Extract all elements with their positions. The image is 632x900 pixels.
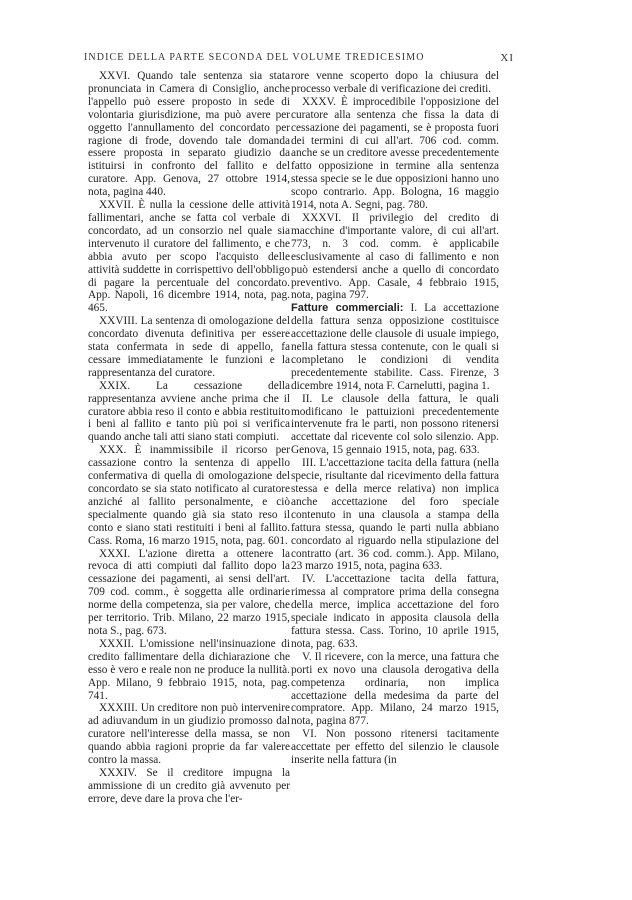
paragraph-continuation: rore venne scoperto dopo la chiusura del processo verbale di verificazione dei crediti. [291,70,499,95]
paragraph: XXVIII. La sentenza di omologazione del concordato divenuta definitiva per essere stata confermata in sede di appello, fa cessare immediatamente le funzioni e la rappresentanza del curatore. [88,315,290,379]
paragraph: XXIX. La cessazione della rappresentanza avviene anche prima che il curatore abbia reso il conto e abbia restituito i beni al fallito e tanto più poi si verifica quando anche tali atti siano stati compiuti. [88,379,290,444]
paragraph: IV. L'accettazione tacita della fattura, rimessa al compratore prima della consegna della merce, implica accettazione del foro speciale indicato in apposita clausola della fattura stessa. Cass. Torino, 10 aprile 1915, nota, pag. 633. [291,573,499,650]
header-title: INDICE DELLA PARTE SECONDA DEL VOLUME TREDICESIMO [84,52,425,63]
paragraph: II. Le clausole della fattura, le quali modificano le pattuizioni precedentemente intervenute fra le parti, non possono ritenersi accettate dal ricevente col solo silenzio. App. Genova, 15 gennaio 1915, nota, pag. 633. [291,392,499,457]
paragraph: XXXIV. Se il creditore impugna la ammissione di un credito già avvenuto per errore, deve dare la prova che l'er- [88,766,290,805]
paragraph: XXXI. L'azione diretta a ottenere la revoca di atti compiuti dal fallito dopo la cessazione dei pagamenti, ai sensi dell'art. 709 cod. comm., è soggetta alle ordinarie norme della competenza, sia per valore, che per territorio. Trib. Milano, 22 marzo 1915, nota S., pag. 673. [88,547,290,637]
right-column [291,70,499,767]
paragraph: XXXVI. Il privilegio del credito di macchine d'importante valore, di cui all'art. 773, n. 3 cod. comm. è applicabile esclusivamente al caso di fallimento e non può estendersi anche a quello di concordato preventivo. App. Casale, 4 febbraio 1915, nota, pagina 797. [291,211,499,302]
running-header [84,52,514,63]
entry-heading: Fatture commerciali: [291,302,404,315]
paragraph: XXVII. È nulla la cessione delle attività fallimentari, anche se fatta col verbale di concordato, ad un consorzio nel quale sia intervenuto il curatore del fallimento, e che abbia avuto per scopo l'acquisto delle attività suddette in corrispettivo dell'obbligo di pagare la percentuale del concordato. App. Napoli, 16 dicembre 1914, nota, pag. 465. [88,199,290,315]
paragraph: XXX. È inammissibile il ricorso per cassazione contro la sentenza di appello confermativa di quella di omologazione del concordato se sia stato notificato al curatore anziché al fallito personalmente, e ciò specialmente quando già sia stato reso il conto e siano stati restituiti i beni al fallito. Cass. Roma, 16 marzo 1915, nota, pag. 601. [88,444,290,547]
paragraph: XXVI. Quando tale sentenza sia stata pronunciata in Camera di Consiglio, anche l'appello può essere proposto in sede di volontaria giurisdizione, ma può avere per oggetto l'annullamento del concordato per ragione di frode, dovendo tale domanda essere proposta in separato giudizio da istituirsi in confronto del fallito e del curatore. App. Genova, 27 ottobre 1914, nota, pagina 440. [88,70,290,199]
paragraph: V. Il ricevere, con la merce, una fattura che porti ex novo una clausola derogativa della competenza ordinaria, non implica accettazione della medesima da parte del compratore. App. Milano, 24 marzo 1915, nota, pagina 877. [291,650,499,728]
paragraph: XXXII. L'omissione nell'insinuazione di credito fallimentare della dichiarazione che esso è vero e reale non ne produce la nullità. App. Milano, 9 febbraio 1915, nota, pag. 741. [88,637,290,702]
page-number: XI [500,52,514,64]
paragraph: XXXV. È improcedibile l'opposizione del curatore alla sentenza che fissa la data di cessazione dei pagamenti, se è proposta fuori dei termini di cui all'art. 706 cod. comm. anche se un creditore avesse precedentemente fatto opposizione in termine alla sentenza stessa specie se le due opposizioni hanno uno scopo contrario. App. Bologna, 16 maggio 1914, nota A. Segni, pag. 780. [291,95,499,212]
index-entry [291,302,499,392]
paragraph: III. L'accettazione tacita della fattura (nella specie, risultante dal ricevimento della fattura stessa e della merce relativa) non implica anche accettazione del foro speciale contenuto in una clausola a stampa della fattura stessa, quando le parti nulla abbiano concordato al riguardo nella stipulazione del contratto (art. 36 cod. comm.). App. Milano, 23 marzo 1915, nota, pagina 633. [291,457,499,573]
paragraph: VI. Non possono ritenersi tacitamente accettate per effetto del silenzio le clausole inserite nella fattura (in [291,728,499,767]
entry-first-item: I. La accettazione della fattura senza opposizione costituisce accettazione delle clausole di usuale impiego, nella fattura stessa contenute, con le quali si completano le condizioni di vendita precedentemente stabilite. Cass. Firenze, 3 dicembre 1914, nota F. Carnelutti, pagina 1. [291,302,499,392]
left-column [88,70,290,806]
paragraph: XXXIII. Un creditore non può intervenire ad adiuvandum in un giudizio promosso dal curatore nell'interesse della massa, se non quando abbia ragioni proprie da far valere contro la massa. [88,702,290,767]
